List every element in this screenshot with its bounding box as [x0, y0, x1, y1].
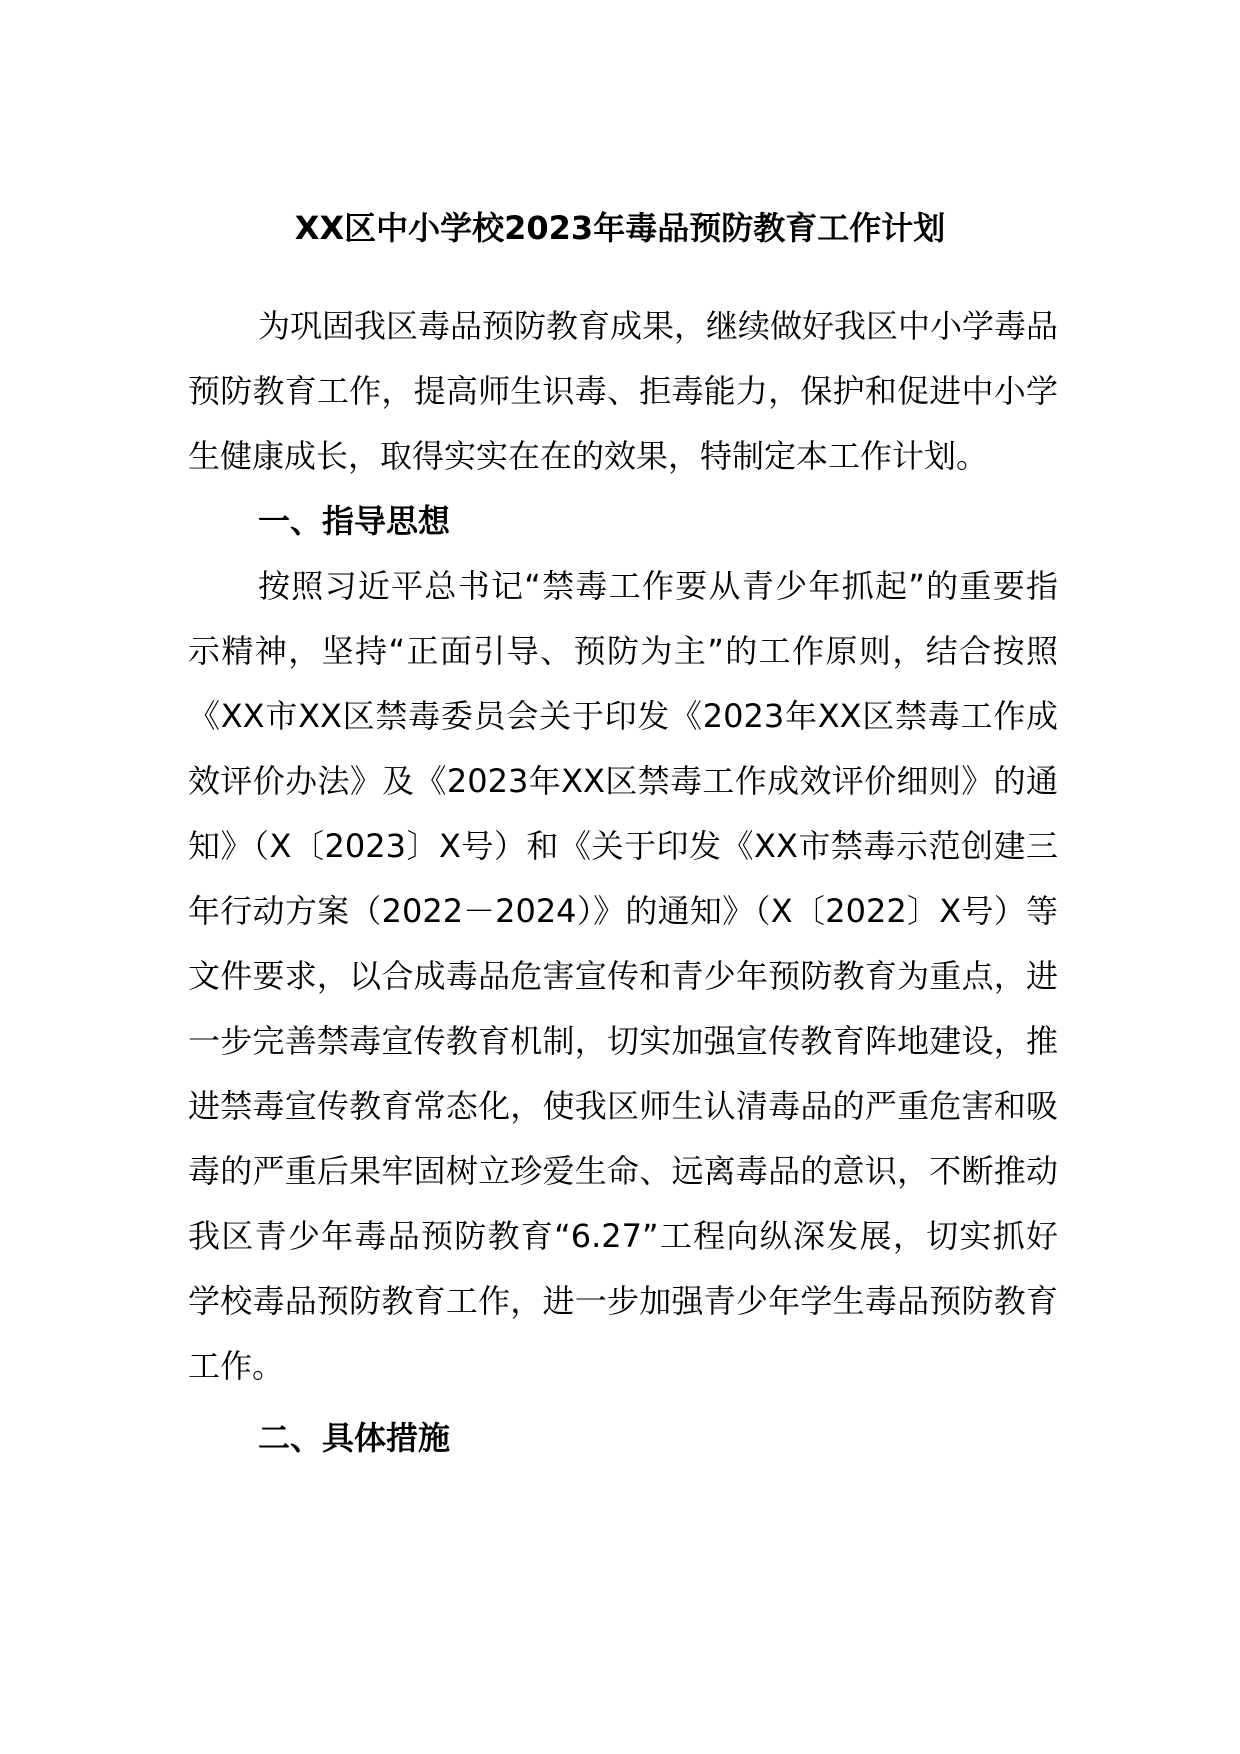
section-heading-guiding-ideology: 一、指导思想: [258, 502, 451, 540]
document-title: XX区中小学校2023年毒品预防教育工作计划: [294, 209, 946, 247]
section-heading-specific-measures: 二、具体措施: [258, 1419, 451, 1457]
document-body: [188, 294, 1058, 1471]
section-body-guiding-ideology: 按照习近平总书记“禁毒工作要从青少年抓起”的重要指示精神，坚持“正面引导、预防为主”的工作原则，结合按照《XX市XX区禁毒委员会关于印发《2023年XX区禁毒工作成效评价办法》及《2023年XX区禁毒工作成效评价细则》的通知》（X〔2023〕X号）和《关于印发《XX市禁毒示范创建三年行动方案（2022－2024）》的通知》（X〔2022〕X号）等文件要求，以合成毒品危害宣传和青少年预防教育为重点，进一步完善禁毒宣传教育机制，切实加强宣传教育阵地建设，推进禁毒宣传教育常态化，使我区师生认清毒品的严重危害和吸毒的严重后果牢固树立珍爱生命、远离毒品的意识，不断推动我区青少年毒品预防教育“6.27”工程向纵深发展，切实抓好学校毒品预防教育工作，进一步加强青少年学生毒品预防教育工作。: [188, 567, 1058, 1385]
intro-paragraph: 为巩固我区毒品预防教育成果，继续做好我区中小学毒品预防教育工作，提高师生识毒、拒毒能力，保护和促进中小学生健康成长，取得实实在在的效果，特制定本工作计划。: [188, 307, 1059, 475]
